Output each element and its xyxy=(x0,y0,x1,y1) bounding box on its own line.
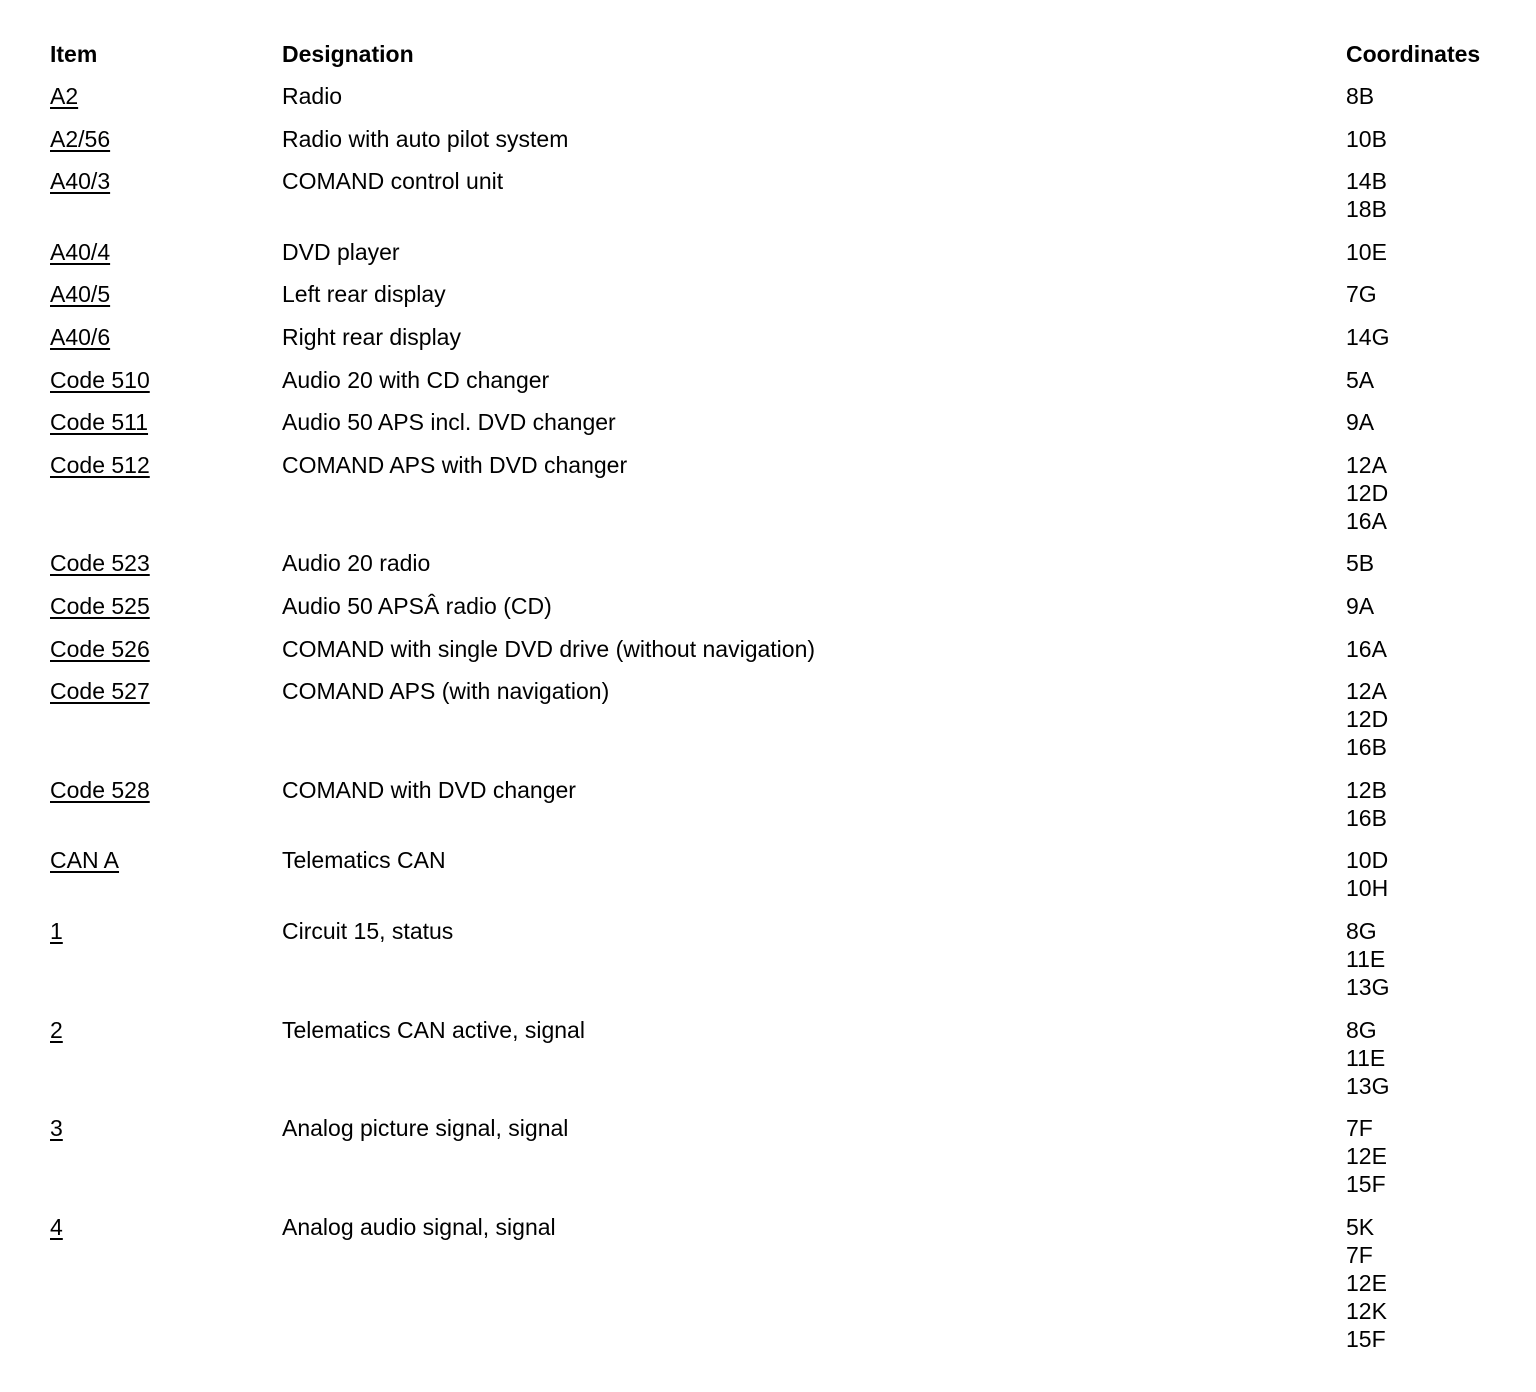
coordinate-value: 7F xyxy=(1346,1115,1373,1142)
item-link[interactable]: Code 526 xyxy=(50,635,150,662)
item-link[interactable]: CAN A xyxy=(50,847,120,874)
coordinate-value: 10H xyxy=(1346,875,1389,902)
coordinates-cell xyxy=(1346,125,1530,168)
coordinate-value: 12A xyxy=(1346,451,1387,478)
item-link[interactable]: Code 512 xyxy=(50,451,150,478)
coordinate-value: 8G xyxy=(1346,1016,1377,1043)
coordinate-value: 14B xyxy=(1346,168,1387,195)
designation-cell: Telematics CAN active, signal xyxy=(282,1016,585,1043)
coordinates-cell xyxy=(1346,82,1530,125)
coordinates-cell xyxy=(1346,1213,1530,1368)
designation-cell: COMAND with DVD changer xyxy=(282,776,576,803)
item-link[interactable]: A40/3 xyxy=(50,168,111,195)
designation-cell: Analog audio signal, signal xyxy=(282,1213,556,1240)
coordinate-value: 16A xyxy=(1346,635,1387,662)
item-link[interactable]: Code 523 xyxy=(50,550,150,577)
coordinates-cell xyxy=(1346,677,1530,776)
header-row xyxy=(50,40,1530,82)
item-link[interactable]: Code 527 xyxy=(50,678,150,705)
table-row xyxy=(50,125,1530,168)
item-cell xyxy=(50,776,282,847)
table-row xyxy=(50,408,1530,451)
coordinate-value: 13G xyxy=(1346,973,1390,1000)
item-cell xyxy=(50,280,282,323)
item-link[interactable]: Code 528 xyxy=(50,776,150,803)
coordinates-cell xyxy=(1346,451,1530,550)
table-row xyxy=(50,323,1530,366)
coordinate-value: 12E xyxy=(1346,1143,1387,1170)
header-designation: Designation xyxy=(282,41,414,67)
item-cell xyxy=(50,82,282,125)
table-row xyxy=(50,635,1530,678)
coordinate-value: 15F xyxy=(1346,1171,1386,1198)
item-cell xyxy=(50,677,282,776)
designation-cell: Audio 50 APS incl. DVD changer xyxy=(282,409,616,436)
table-row xyxy=(50,776,1530,847)
coordinate-value: 5B xyxy=(1346,550,1375,577)
item-cell xyxy=(50,167,282,238)
coordinate-value: 5A xyxy=(1346,366,1375,393)
coordinate-value: 16A xyxy=(1346,507,1387,534)
item-link[interactable]: 3 xyxy=(50,1115,63,1142)
item-link[interactable]: Code 511 xyxy=(50,409,149,436)
designation-cell: COMAND with single DVD drive (without navigation) xyxy=(282,635,816,662)
coordinates-cell xyxy=(1346,366,1530,409)
coordinate-value: 12D xyxy=(1346,706,1389,733)
coordinate-value: 14G xyxy=(1346,323,1390,350)
table-row xyxy=(50,280,1530,323)
item-cell xyxy=(50,125,282,168)
coordinates-cell xyxy=(1346,280,1530,323)
item-link[interactable]: 4 xyxy=(50,1213,63,1240)
coordinate-value: 7G xyxy=(1346,281,1377,308)
table-row xyxy=(50,366,1530,409)
coordinate-value: 13G xyxy=(1346,1072,1390,1099)
coordinates-cell xyxy=(1346,323,1530,366)
coordinate-value: 10B xyxy=(1346,125,1387,152)
designation-cell: Radio xyxy=(282,83,343,109)
table-row xyxy=(50,1114,1530,1213)
designation-cell: Audio 50 APSÂ radio (CD) xyxy=(282,592,552,619)
designation-cell: Circuit 15, status xyxy=(282,917,454,944)
table-row xyxy=(50,1213,1530,1368)
designation-cell: Right rear display xyxy=(282,323,461,350)
table-row xyxy=(50,677,1530,776)
coordinates-cell xyxy=(1346,408,1530,451)
table-row xyxy=(50,917,1530,1016)
item-link[interactable]: A40/5 xyxy=(50,281,111,308)
table-body xyxy=(50,82,1530,1367)
item-cell xyxy=(50,917,282,1016)
coordinate-value: 15F xyxy=(1346,1325,1386,1352)
coordinate-value: 8B xyxy=(1346,83,1375,109)
coordinates-cell xyxy=(1346,917,1530,1016)
designation-cell: COMAND control unit xyxy=(282,168,504,195)
coordinate-value: 18B xyxy=(1346,196,1387,223)
item-cell xyxy=(50,366,282,409)
coordinate-value: 12A xyxy=(1346,678,1387,705)
item-link[interactable]: A2/56 xyxy=(50,125,111,152)
table-row xyxy=(50,82,1530,125)
table-row xyxy=(50,846,1530,917)
coordinate-value: 12B xyxy=(1346,776,1387,803)
item-link[interactable]: 2 xyxy=(50,1016,63,1043)
table-row xyxy=(50,167,1530,238)
coordinate-value: 10D xyxy=(1346,847,1389,874)
item-cell xyxy=(50,408,282,451)
designation-cell: DVD player xyxy=(282,238,400,265)
coordinate-value: 9A xyxy=(1346,409,1375,436)
coordinates-cell xyxy=(1346,776,1530,847)
item-cell xyxy=(50,1016,282,1115)
table-row xyxy=(50,1016,1530,1115)
item-cell xyxy=(50,592,282,635)
legend-table xyxy=(50,40,1530,1367)
item-link[interactable]: A40/4 xyxy=(50,238,111,265)
coordinate-value: 12E xyxy=(1346,1269,1387,1296)
coordinates-cell xyxy=(1346,635,1530,678)
designation-cell: Left rear display xyxy=(282,281,446,308)
designation-cell: Audio 20 with CD changer xyxy=(282,366,550,393)
item-link[interactable]: A40/6 xyxy=(50,323,111,350)
coordinates-cell xyxy=(1346,1114,1530,1213)
item-cell xyxy=(50,635,282,678)
item-cell xyxy=(50,549,282,592)
item-cell xyxy=(50,451,282,550)
item-link[interactable]: 1 xyxy=(50,917,63,944)
coordinates-cell xyxy=(1346,1016,1530,1115)
item-cell xyxy=(50,323,282,366)
coordinate-value: 16B xyxy=(1346,804,1387,831)
coordinates-cell xyxy=(1346,167,1530,238)
table-row xyxy=(50,549,1530,592)
coordinates-cell xyxy=(1346,238,1530,281)
table-header xyxy=(50,40,1530,82)
item-cell xyxy=(50,1213,282,1368)
coordinate-value: 11E xyxy=(1346,1044,1386,1071)
coordinates-cell xyxy=(1346,549,1530,592)
coordinate-value: 11E xyxy=(1346,945,1386,972)
coordinates-cell xyxy=(1346,592,1530,635)
coordinate-value: 9A xyxy=(1346,592,1375,619)
item-link[interactable]: Code 525 xyxy=(50,592,150,619)
designation-cell: Analog picture signal, signal xyxy=(282,1115,569,1142)
coordinate-value: 12D xyxy=(1346,479,1389,506)
coordinate-value: 12K xyxy=(1346,1297,1387,1324)
designation-cell: Audio 20 radio xyxy=(282,550,431,577)
table-row xyxy=(50,451,1530,550)
table-row xyxy=(50,592,1530,635)
designation-cell: COMAND APS with DVD changer xyxy=(282,451,628,478)
header-item: Item xyxy=(50,41,98,67)
designation-cell: COMAND APS (with navigation) xyxy=(282,678,610,705)
designation-cell: Radio with auto pilot system xyxy=(282,125,569,152)
header-coordinates: Coordinates xyxy=(1346,41,1481,67)
coordinate-value: 7F xyxy=(1346,1241,1373,1268)
coordinate-value: 16B xyxy=(1346,734,1387,761)
coordinate-value: 5K xyxy=(1346,1213,1375,1240)
coordinate-value: 8G xyxy=(1346,917,1377,944)
item-link[interactable]: Code 510 xyxy=(50,366,150,393)
item-cell xyxy=(50,1114,282,1213)
coordinate-value: 10E xyxy=(1346,238,1387,265)
item-link[interactable]: A2 xyxy=(50,83,79,109)
item-cell xyxy=(50,238,282,281)
item-cell xyxy=(50,846,282,917)
coordinates-cell xyxy=(1346,846,1530,917)
designation-cell: Telematics CAN xyxy=(282,847,446,874)
table-row xyxy=(50,238,1530,281)
